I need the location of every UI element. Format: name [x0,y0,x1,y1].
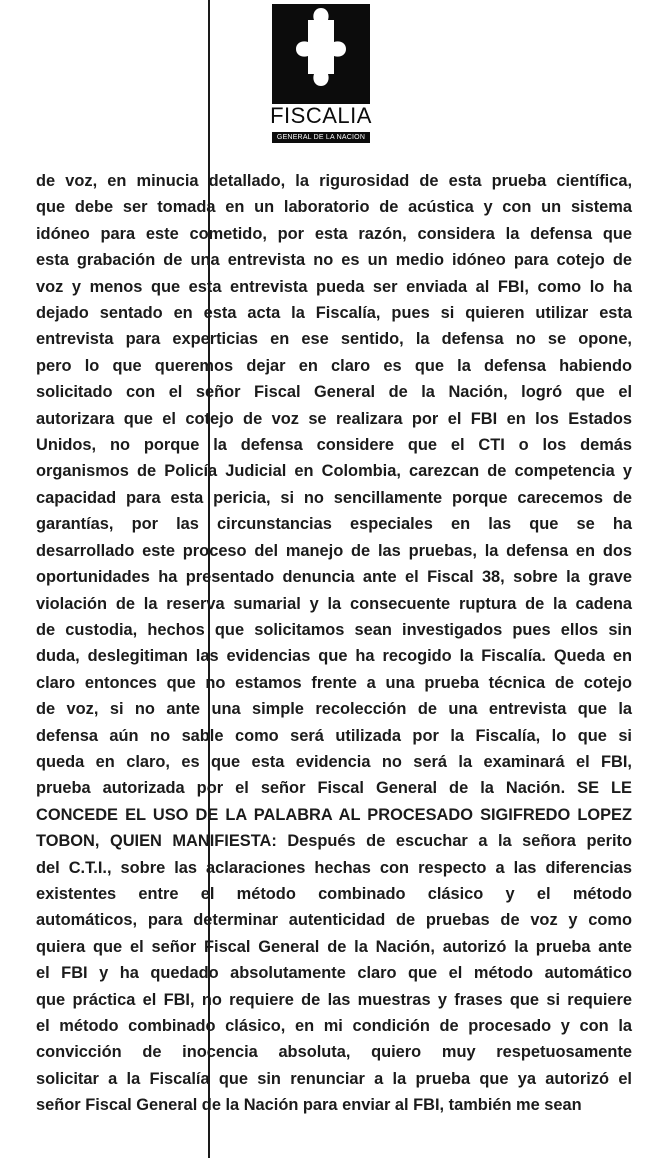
text-line: idóneo para este cometido, por esta razón, considera la defensa que [36,224,632,243]
document-body [36,168,632,1119]
text-line: esta grabación de una entrevista no es un medio idóneo para cotejo de [36,251,632,270]
text-line: automáticos, para determinar autenticidad de pruebas de voz y como [36,911,632,930]
text-line: capacidad para esta pericia, si no sencillamente porque carecemos de [36,488,632,507]
logo-subtitle: GENERAL DE LA NACION [272,132,370,143]
text-line: del C.T.I., sobre las aclaraciones hechas con respecto a las diferencias [36,858,632,877]
text-line: dejado sentado en esta acta la Fiscalía, pues si quieren utilizar esta [36,304,632,323]
text-line: queda en claro, es que esta evidencia no será la examinará el FBI, [36,752,632,771]
text-line: Unidos, no porque la defensa considere que el CTI o los demás [36,436,632,455]
text-line: convicción de inocencia absoluta, quiero muy respetuosamente [36,1043,632,1062]
text-line: duda, deslegitiman las evidencias que ha recogido la Fiscalía. Queda en [36,647,632,666]
text-line: prueba autorizada por el señor Fiscal General de la Nación. SE LE [36,779,632,798]
text-line: oportunidades ha presentado denuncia ante el Fiscal 38, sobre la grave [36,568,632,587]
text-line: autorizara que el cotejo de voz se realizara por el FBI en los Estados [36,409,632,428]
text-line: claro entonces que no estamos frente a una prueba técnica de cotejo [36,673,632,692]
text-line: de voz, en minucia detallado, la rigurosidad de esta prueba científica, [36,172,632,190]
text-line: de custodia, hechos que solicitamos sean investigados pues ellos sin [36,620,632,639]
text-line: que práctica el FBI, no requiere de las muestras y frases que si requiere [36,990,632,1009]
text-line: TOBON, QUIEN MANIFIESTA: Después de escuchar a la señora perito [36,832,632,851]
text-line: solicitar a la Fiscalía que sin renunciar a la prueba que ya autorizó el [36,1069,632,1088]
text-line: garantías, por las circunstancias especiales en las que se ha [36,515,632,534]
fiscalia-logo [268,4,374,144]
text-line: señor Fiscal General de la Nación para enviar al FBI, también me sean [36,1096,582,1115]
text-line: pero lo que queremos dejar en claro es que la defensa habiendo [36,356,632,375]
text-line: de voz, si no ante una simple recolección de una entrevista que la [36,700,632,719]
text-line: violación de la reserva sumarial y la consecuente ruptura de la cadena [36,594,632,613]
text-line: el método combinado clásico, en mi condición de procesado y con la [36,1017,632,1035]
logo-name: FISCALIA [270,103,372,128]
text-line: solicitado con el señor Fiscal General de la Nación, logró que el [36,383,632,402]
text-line: entrevista para experticias en ese sentido, la defensa no se opone, [36,330,632,349]
text-line: el FBI y ha quedado absolutamente claro que el método automático [36,964,632,983]
text-line: quiera que el señor Fiscal General de la Nación, autorizó la prueba ante [36,937,632,956]
text-line: existentes entre el método combinado clásico y el método [36,884,632,903]
text-line: defensa aún no sable como será utilizada por la Fiscalía, lo que si [36,726,632,745]
text-line: que debe ser tomada en un laboratorio de acústica y con un sistema [36,198,632,217]
text-line: CONCEDE EL USO DE LA PALABRA AL PROCESADO SIGIFREDO LOPEZ [36,805,632,824]
text-line: voz y menos que esta entrevista pueda ser enviada al FBI, como lo ha [36,277,632,296]
text-line: organismos de Policía Judicial en Colombia, carezcan de competencia y [36,462,632,481]
puzzle-piece-icon [272,4,370,104]
text-line: desarrollado este proceso del manejo de las pruebas, la defensa en dos [36,541,632,560]
